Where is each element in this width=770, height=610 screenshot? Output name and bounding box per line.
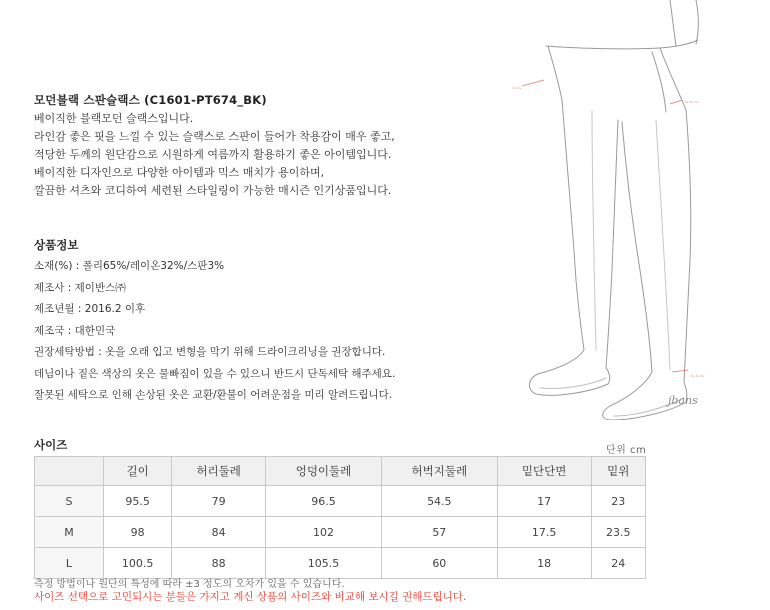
size-label-cell: S <box>35 486 104 517</box>
table-cell: 88 <box>172 548 266 579</box>
sketch-note-waist: ~~ <box>512 85 523 92</box>
info-key: 권장세탁방법 <box>34 346 95 358</box>
size-header-cell <box>35 457 104 486</box>
size-header-cell: 허리둘레 <box>172 457 266 486</box>
description-line: 베이직한 블랙모던 슬랙스입니다. <box>34 112 194 125</box>
sketch-note-hem: ~~~ <box>690 373 706 380</box>
size-header-cell: 밑위 <box>591 457 645 486</box>
size-header-cell: 엉덩이둘레 <box>266 457 382 486</box>
product-info-list <box>34 256 395 407</box>
info-row-date: 제조년월 : 2016.2 이후 <box>34 299 395 321</box>
info-value: 제이반스㈜ <box>74 281 126 294</box>
table-cell: 17 <box>497 486 591 517</box>
table-cell: 54.5 <box>381 486 497 517</box>
table-row <box>35 486 646 517</box>
product-title: 모던블랙 스판슬랙스 (C1601-PT674_BK) <box>34 93 267 107</box>
size-advice-note: 사이즈 선택으로 고민되시는 분들은 가지고 계신 상품의 사이즈와 비교해 보시길 권해드립니다. <box>34 591 467 603</box>
table-row <box>35 517 646 548</box>
brand-signature: jbans <box>668 394 698 407</box>
product-description <box>34 110 395 200</box>
table-cell: 17.5 <box>497 517 591 548</box>
description-line: 깔끔한 셔츠와 코디하여 세련된 스타일링이 가능한 매시즌 인기상품입니다. <box>34 184 392 197</box>
description-line: 라인감 좋은 핏을 느낄 수 있는 슬랙스로 스판이 들어가 착용감이 매우 좋고, <box>34 130 395 143</box>
table-cell: 18 <box>497 548 591 579</box>
info-row-material: 소재(%) : 폴리65%/레이온32%/스판3% <box>34 256 395 278</box>
table-cell: 102 <box>266 517 382 548</box>
table-cell: 23.5 <box>591 517 645 548</box>
description-line: 적당한 두께의 원단감으로 시원하게 여름까지 활용하기 좋은 아이템입니다. <box>34 148 392 161</box>
size-header-cell: 허벅지둘레 <box>381 457 497 486</box>
description-line: 베이직한 디자인으로 다양한 아이템과 믹스 매치가 용이하며, <box>34 166 325 179</box>
size-label-cell: L <box>35 548 104 579</box>
table-cell: 100.5 <box>104 548 172 579</box>
info-value: 옷을 오래 입고 변형을 막기 위해 드라이크리닝을 권장합니다. <box>105 346 386 358</box>
size-table-header-row <box>35 457 646 486</box>
size-header-cell: 길이 <box>104 457 172 486</box>
table-cell: 105.5 <box>266 548 382 579</box>
size-heading: 사이즈 <box>34 438 68 452</box>
size-label-cell: M <box>35 517 104 548</box>
table-cell: 60 <box>381 548 497 579</box>
info-key: 제조사 <box>34 281 65 294</box>
table-cell: 95.5 <box>104 486 172 517</box>
table-cell: 79 <box>172 486 266 517</box>
info-heading: 상품정보 <box>34 238 79 252</box>
info-extra-line: 잘못된 세탁으로 인해 손상된 옷은 교환/환불이 어려운점을 미리 알려드립니다. <box>34 389 393 401</box>
info-key: 제조년월 <box>34 303 75 315</box>
table-cell: 24 <box>591 548 645 579</box>
sketch-note-pocket: ~~~ <box>684 99 700 106</box>
size-unit-label: 단위 cm <box>606 445 647 456</box>
info-value: 폴리65%/레이온32%/스판3% <box>82 260 225 272</box>
info-value: 대한민국 <box>74 324 116 337</box>
size-header-cell: 밑단단면 <box>497 457 591 486</box>
info-key: 제조국 <box>34 324 65 337</box>
table-row <box>35 548 646 579</box>
table-cell: 96.5 <box>266 486 382 517</box>
table-cell: 84 <box>172 517 266 548</box>
size-table <box>34 456 646 579</box>
info-extra-line: 데님이나 짙은 색상의 옷은 물빠짐이 있을 수 있으니 반드시 단독세탁 해주세요. <box>34 367 396 380</box>
measurement-note: 측정 방법이나 원단의 특성에 따라 ±3 정도의 오차가 있을 수 있습니다. <box>34 579 345 590</box>
info-row-washing: 권장세탁방법 : 옷을 오래 입고 변형을 막기 위해 드라이크리닝을 권장합니다. <box>34 342 395 364</box>
info-key: 소재(%) <box>34 260 73 272</box>
table-cell: 98 <box>104 517 172 548</box>
info-value: 2016.2 이후 <box>84 303 146 315</box>
table-cell: 23 <box>591 486 645 517</box>
pants-sketch-image <box>500 0 750 420</box>
info-row-maker: 제조사 : 제이반스㈜ <box>34 278 395 300</box>
info-row-country: 제조국 : 대한민국 <box>34 321 395 343</box>
table-cell: 57 <box>381 517 497 548</box>
